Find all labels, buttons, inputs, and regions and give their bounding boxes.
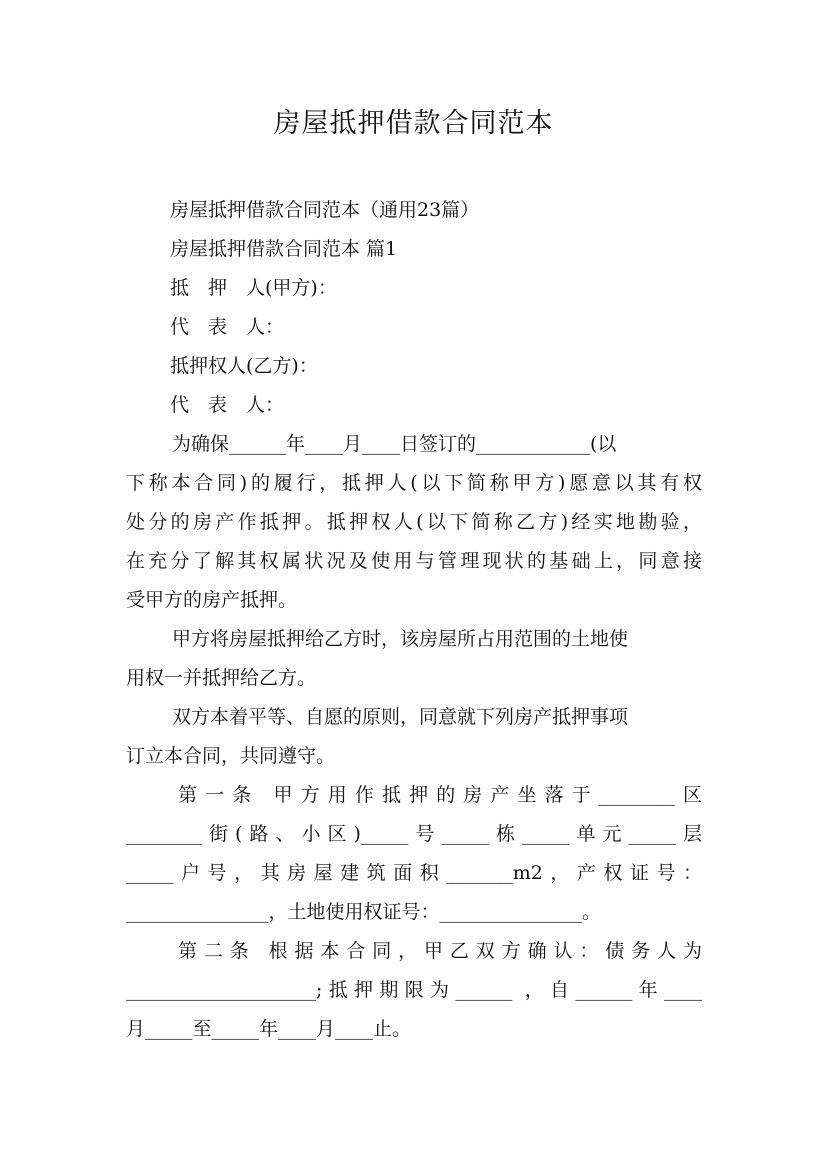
mortgagee-representative-field: 代 表 人： <box>170 394 285 416</box>
article-one-line: _____户号，其房屋建筑面积_______m2，产权证号： <box>126 862 702 884</box>
paragraph-line: 处分的房产作抵押。抵押权人(以下简称乙方)经实地勘验， <box>126 511 702 533</box>
subtitle-line: 房屋抵押借款合同范本（通用23篇） <box>170 199 480 221</box>
article-two-line: 月_____至_____年____月____止。 <box>126 1018 412 1040</box>
paragraph-line: 订立本合同，共同遵守。 <box>126 745 336 767</box>
article-one-line: ________街(路、小区)_____号_____栋_____单元_____层 <box>126 823 702 845</box>
article-one-line: _______________，土地使用权证号：_______________。 <box>126 901 602 923</box>
article-one-line: 第一条 甲方用作抵押的房产坐落于________区 <box>178 784 702 806</box>
paragraph-line: 受甲方的房产抵押。 <box>126 589 298 611</box>
article-two-line: ____________________;抵押期限为______ ，自______年____ <box>126 979 702 1001</box>
mortgagor-representative-field: 代 表 人： <box>170 316 285 338</box>
paragraph-line: 下称本合同)的履行，抵押人(以下简称甲方)愿意以其有权 <box>126 472 702 494</box>
paragraph-line: 为确保______年____月____日签订的____________(以 <box>172 433 617 455</box>
mortgagee-field: 抵押权人(乙方)： <box>170 355 318 377</box>
paragraph-line: 双方本着平等、自愿的原则，同意就下列房产抵押事项 <box>172 706 629 728</box>
paragraph-line: 用权一并抵押给乙方。 <box>126 667 317 689</box>
paragraph-line: 在充分了解其权属状况及使用与管理现状的基础上，同意接 <box>126 550 702 572</box>
document-title: 房屋抵押借款合同范本 <box>273 108 554 139</box>
section-heading: 房屋抵押借款合同范本 篇1 <box>170 238 398 260</box>
paragraph-line: 甲方将房屋抵押给乙方时，该房屋所占用范围的土地使 <box>172 628 629 650</box>
mortgagor-field: 抵 押 人(甲方)： <box>170 277 337 299</box>
article-two-line: 第二条 根据本合同，甲乙双方确认：债务人为 <box>178 940 702 962</box>
